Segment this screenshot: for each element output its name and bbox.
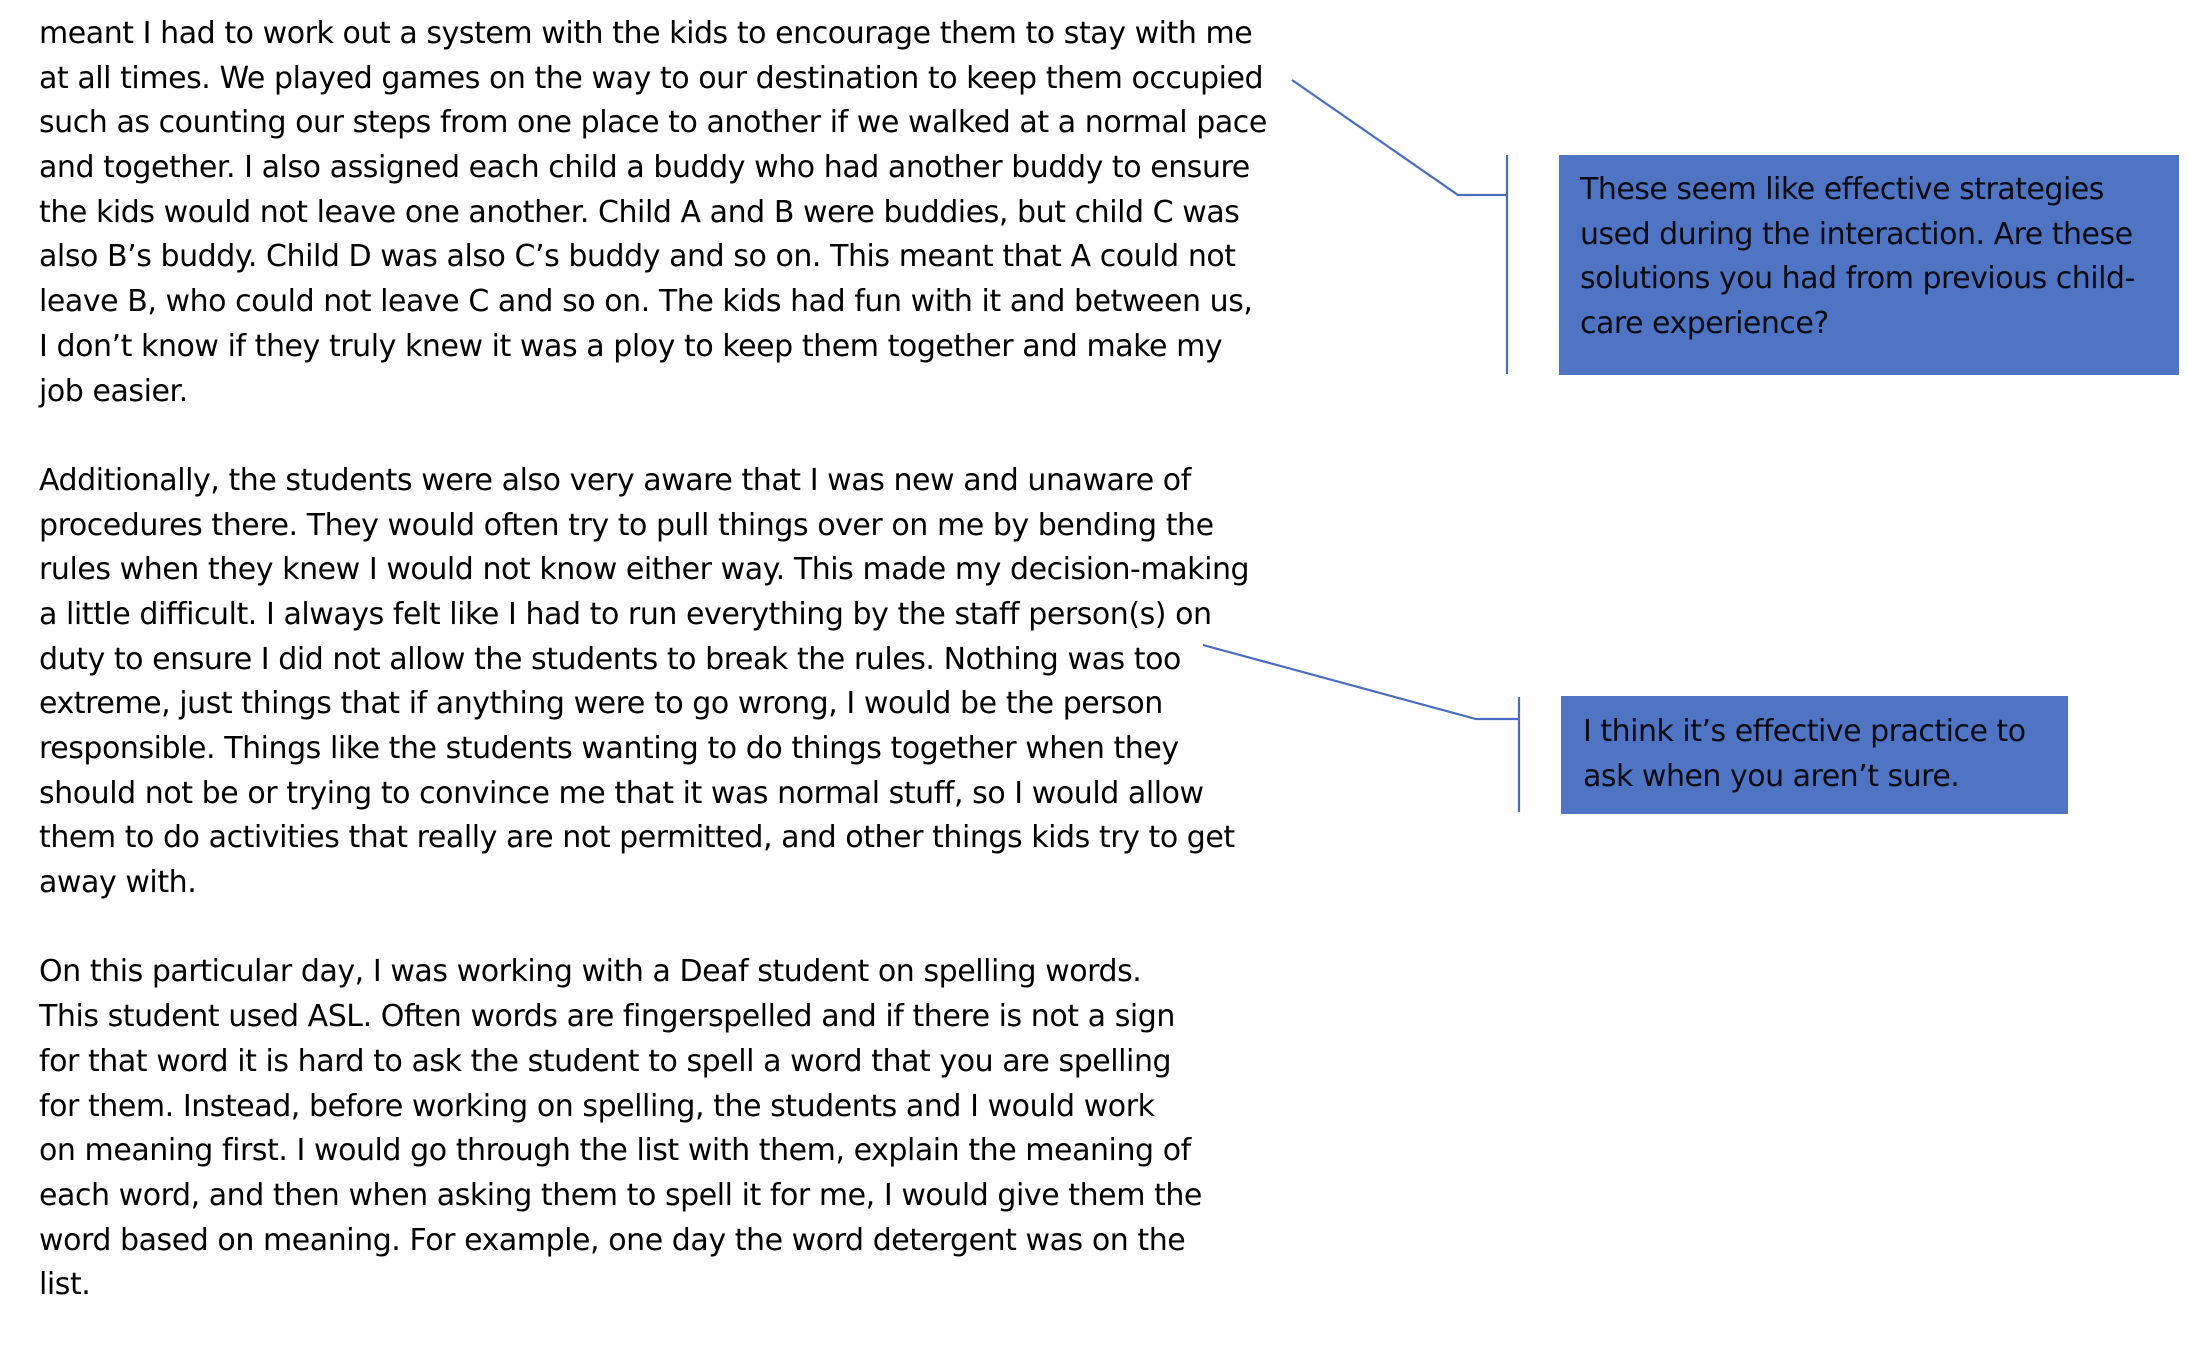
text-line: This student used ASL. Often words are fingerspelled and if there is not a sign [39,999,1175,1035]
text-line: word based on meaning. For example, one day the word detergent was on the [39,1222,1186,1258]
text-line: On this particular day, I was working with a Deaf student on spelling words. [39,954,1142,990]
text-line: leave B, who could not leave C and so on. The kids had fun with it and between us, [39,284,1253,320]
text-line: procedures there. They would often try to pull things over on me by bending the [39,507,1214,543]
text-line: each word, and then when asking them to spell it for me, I would give them the [39,1177,1202,1213]
text-line: meant I had to work out a system with the kids to encourage them to stay with me [39,16,1253,51]
document-body [39,12,1359,1308]
text-line: away with. [39,865,197,901]
text-line: a little difficult. I always felt like I had to run everything by the staff person(s) on [39,596,1212,632]
text-line: Additionally, the students were also very aware that I was new and unaware of [39,462,1191,498]
paragraph-gap [39,414,1359,459]
comment-text-line: care experience? [1580,305,1829,341]
text-line: extreme, just things that if anything were to go wrong, I would be the person [39,686,1163,722]
text-line: such as counting our steps from one place to another if we walked at a normal pace [39,105,1267,141]
comment-text-line: used during the interaction. Are these [1580,216,2133,252]
text-line: should not be or trying to convince me that it was normal stuff, so I would allow [39,775,1204,811]
text-line: and together. I also assigned each child a buddy who had another buddy to ensure [39,150,1250,186]
comment-box-2[interactable] [1561,696,2068,814]
paragraph-3 [39,950,1359,1308]
comment-text-line: ask when you aren’t sure. [1583,758,1960,794]
text-line: job easier. [39,373,188,409]
comment-box-1[interactable] [1559,155,2179,375]
text-line: for them. Instead, before working on spelling, the students and I would work [39,1088,1155,1124]
paragraph-2 [39,459,1359,906]
text-line: responsible. Things like the students wanting to do things together when they [39,731,1179,766]
text-line: at all times. We played games on the way to our destination to keep them occupied [39,60,1264,96]
text-line: the kids would not leave one another. Child A and B were buddies, but child C was [39,194,1240,230]
paragraph-gap [39,906,1359,951]
comment-text-line: I think it’s effective practice to [1583,714,2026,749]
text-line: duty to ensure I did not allow the students to break the rules. Nothing was too [39,641,1181,677]
text-line: also B’s buddy. Child D was also C’s buddy and so on. This meant that A could not [39,239,1236,275]
text-line: on meaning first. I would go through the list with them, explain the meaning of [39,1133,1191,1169]
text-line: list. [39,1267,91,1303]
paragraph-1 [39,12,1359,414]
comment-text-line: solutions you had from previous child- [1580,261,2135,296]
text-line: for that word it is hard to ask the student to spell a word that you are spelling [39,1043,1172,1079]
text-line: I don’t know if they truly knew it was a ploy to keep them together and make my [39,328,1223,364]
text-line: rules when they knew I would not know either way. This made my decision-making [39,552,1250,588]
comment-text-line: These seem like effective strategies [1580,172,2104,207]
text-line: them to do activities that really are not permitted, and other things kids try to get [39,820,1235,856]
